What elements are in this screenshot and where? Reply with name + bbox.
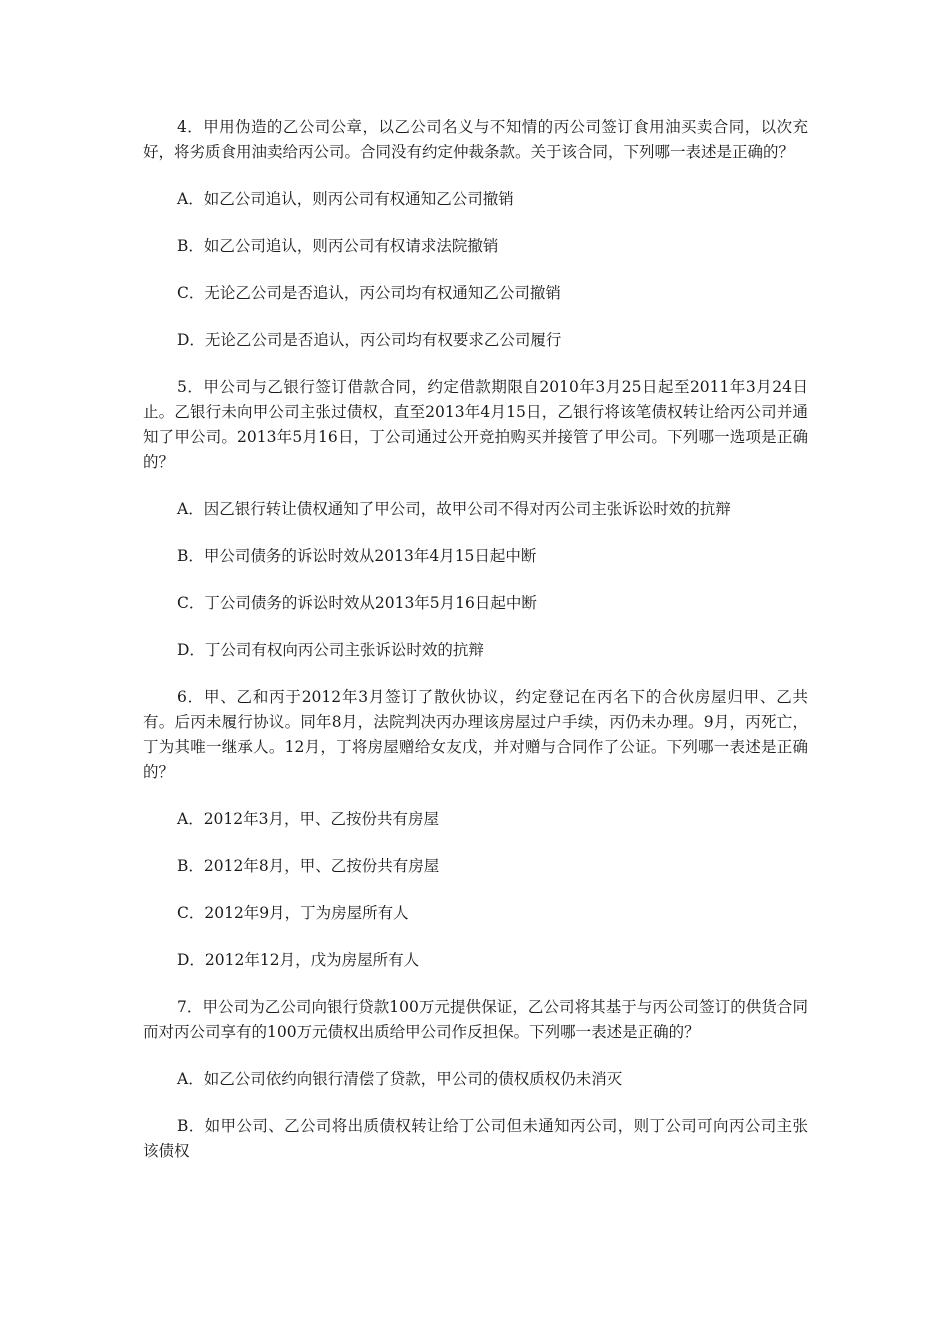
question-4-stem: 4．甲用伪造的乙公司公章，以乙公司名义与不知情的丙公司签订食用油买卖合同，以次充好，将劣质食用油卖给丙公司。合同没有约定仲裁条款。关于该合同，下列哪一表述是正确的？ [143, 118, 808, 161]
question-6-option-a: A．2012年3月，甲、乙按份共有房屋 [177, 810, 440, 828]
question-6-option-c: C．2012年9月，丁为房屋所有人 [177, 904, 409, 922]
question-5-option-a: A．因乙银行转让债权通知了甲公司，故甲公司不得对丙公司主张诉讼时效的抗辩 [177, 500, 731, 518]
question-5-stem: 5．甲公司与乙银行签订借款合同，约定借款期限自2010年3月25日起至2011年3月24日止。乙银行未向甲公司主张过债权，直至2013年4月15日，乙银行将该笔债权转让给丙公司并通知了甲公司。2013年5月16日，丁公司通过公开竞拍购买并接管了甲公司。下列哪一选项是正确的？ [143, 378, 808, 471]
question-4-option-a: A．如乙公司追认，则丙公司有权通知乙公司撤销 [177, 190, 514, 208]
question-5-option-c: C．丁公司债务的诉讼时效从2013年5月16日起中断 [177, 594, 537, 612]
question-7-option-a: A．如乙公司依约向银行清偿了贷款，甲公司的债权质权仍未消灭 [177, 1070, 623, 1088]
question-6-option-b: B．2012年8月，甲、乙按份共有房屋 [177, 857, 440, 875]
question-4-option-d: D．无论乙公司是否追认，丙公司均有权要求乙公司履行 [177, 331, 562, 349]
question-4-option-c: C．无论乙公司是否追认，丙公司均有权通知乙公司撤销 [177, 284, 561, 302]
question-6-stem: 6．甲、乙和丙于2012年3月签订了散伙协议，约定登记在丙名下的合伙房屋归甲、乙共有。后丙未履行协议。同年8月，法院判决丙办理该房屋过户手续，丙仍未办理。9月，丙死亡，丁为其唯一继承人。12月，丁将房屋赠给女友戊，并对赠与合同作了公证。下列哪一表述是正确的？ [143, 688, 808, 781]
question-5-option-b: B．甲公司债务的诉讼时效从2013年4月15日起中断 [177, 547, 537, 565]
question-7-stem: 7．甲公司为乙公司向银行贷款100万元提供保证，乙公司将其基于与丙公司签订的供货合同而对丙公司享有的100万元债权出质给甲公司作反担保。下列哪一表述是正确的？ [143, 998, 808, 1041]
question-4-option-b: B．如乙公司追认，则丙公司有权请求法院撤销 [177, 237, 499, 255]
question-6-option-d: D．2012年12月，戊为房屋所有人 [177, 951, 420, 969]
question-5-option-d: D．丁公司有权向丙公司主张诉讼时效的抗辩 [177, 641, 484, 659]
question-7-option-b: B．如甲公司、乙公司将出质债权转让给丁公司但未通知丙公司，则丁公司可向丙公司主张该债权 [143, 1117, 808, 1160]
document-content [143, 115, 808, 1164]
